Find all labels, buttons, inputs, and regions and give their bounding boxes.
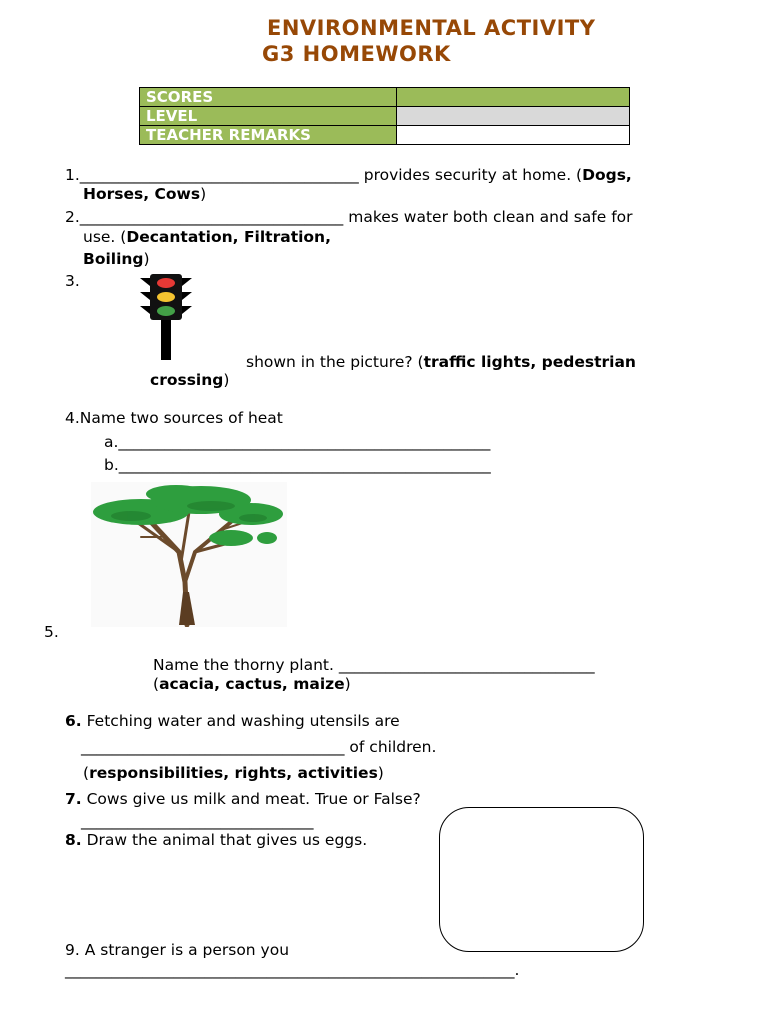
q6-close-paren: ) (377, 764, 384, 782)
q1-number: 1. (65, 166, 80, 184)
q6-open-paren: ( (83, 764, 90, 782)
q3-close-paren: ) (223, 371, 230, 389)
score-row (140, 88, 630, 107)
q5-number: 5. (44, 623, 59, 641)
score-table (139, 87, 630, 145)
q2-text: makes water both clean and safe for (343, 208, 633, 226)
question-9: 9. A stranger is a person you (65, 941, 290, 959)
remarks-row (140, 126, 630, 145)
question-8 (65, 831, 367, 849)
q8-number: 8. (65, 831, 82, 849)
q1-answer-blank[interactable]: ____________________________________ (79, 166, 359, 184)
question-3 (246, 353, 636, 371)
q1-options-cont: Horses, Cows (83, 185, 201, 203)
q1-close-paren: ) (200, 185, 207, 203)
question-6-line3 (83, 764, 384, 782)
drawing-box[interactable] (439, 807, 644, 952)
acacia-tree-icon (91, 482, 287, 627)
question-5: Name the thorny plant. _________________________________ (153, 656, 595, 674)
q2-options: Decantation, Filtration, (126, 228, 331, 246)
q9-answer-blank[interactable]: __________________________________________________________. (65, 961, 520, 979)
q8-text: Draw the animal that gives us eggs. (81, 831, 368, 849)
question-4: 4.Name two sources of heat (65, 409, 283, 427)
q7-answer-blank[interactable]: ______________________________ (81, 812, 314, 830)
scores-label: SCORES (140, 88, 397, 107)
question-6 (65, 712, 400, 730)
q7-number: 7. (65, 790, 82, 808)
question-5-line2 (153, 675, 351, 693)
q5-open-paren: ( (153, 675, 160, 693)
yellow-light (157, 292, 175, 302)
question-2-line2 (83, 228, 331, 246)
question-1-line2 (83, 185, 206, 203)
q3-text: shown in the picture? ( (246, 353, 424, 371)
q6-text: Fetching water and washing utensils are (81, 712, 400, 730)
q1-options: Dogs, (582, 166, 632, 184)
q5-options: acacia, cactus, maize (159, 675, 345, 693)
green-light (157, 306, 175, 316)
q3-options-cont: crossing (150, 371, 224, 389)
q3-number: 3. (65, 272, 80, 290)
question-2-line3 (83, 250, 150, 268)
worksheet-title: ENVIRONMENTAL ACTIVITY (267, 16, 596, 40)
teacher-remarks-label: TEACHER REMARKS (140, 126, 397, 145)
level-row (140, 107, 630, 126)
question-2 (65, 208, 633, 226)
q2-number: 2. (65, 208, 80, 226)
q3-options: traffic lights, pedestrian (423, 353, 636, 371)
q2-answer-blank[interactable]: __________________________________ (79, 208, 344, 226)
level-label: LEVEL (140, 107, 397, 126)
q6-number: 6. (65, 712, 82, 730)
q4-answer-a[interactable]: a.________________________________________________ (104, 433, 491, 451)
q4-answer-b[interactable]: b.________________________________________________ (104, 456, 491, 474)
question-3-line2 (150, 371, 229, 389)
question-1 (65, 166, 632, 184)
scores-value-cell[interactable] (397, 88, 630, 107)
q2-close-paren: ) (143, 250, 150, 268)
q7-text: Cows give us milk and meat. True or False? (81, 790, 421, 808)
q1-text: provides security at home. ( (358, 166, 583, 184)
q2-text-cont: use. ( (83, 228, 127, 246)
traffic-light-icon (138, 272, 194, 360)
q6-answer-blank[interactable]: __________________________________ of children. (81, 738, 437, 756)
question-7 (65, 790, 421, 808)
worksheet-subtitle: G3 HOMEWORK (262, 42, 451, 66)
level-value-cell[interactable] (397, 107, 630, 126)
teacher-remarks-value-cell[interactable] (397, 126, 630, 145)
q2-options-cont: Boiling (83, 250, 144, 268)
q5-close-paren: ) (344, 675, 351, 693)
red-light (157, 278, 175, 288)
q6-options: responsibilities, rights, activities (89, 764, 378, 782)
